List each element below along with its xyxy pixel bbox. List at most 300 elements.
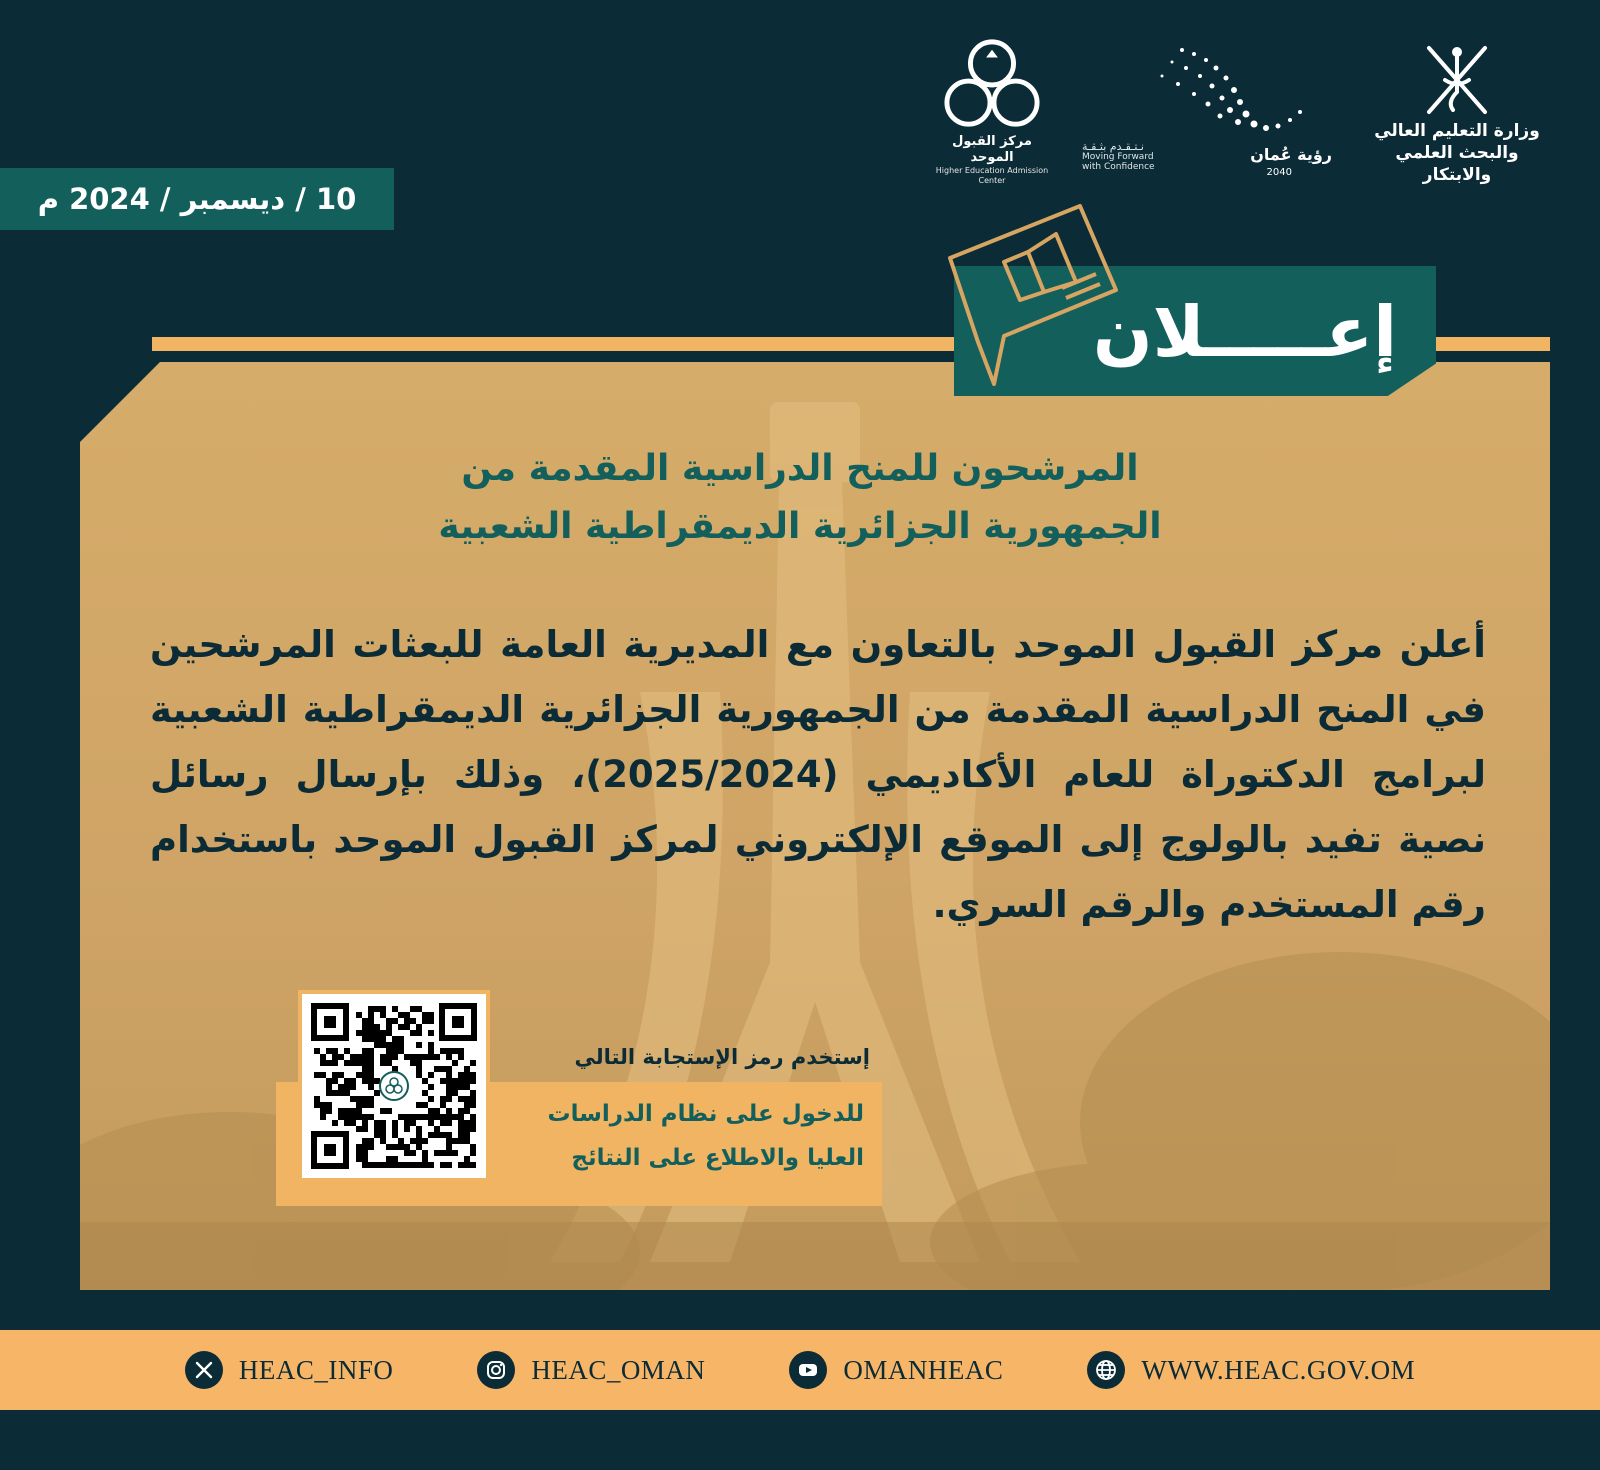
- qr-module: [464, 1156, 470, 1162]
- qr-module: [320, 1108, 326, 1114]
- qr-module: [398, 1162, 404, 1168]
- qr-module: [428, 1162, 434, 1168]
- qr-code[interactable]: [298, 990, 490, 1182]
- qr-module: [374, 1120, 380, 1126]
- qr-module: [326, 1078, 332, 1084]
- qr-module: [368, 1096, 374, 1102]
- qr-module: [440, 1132, 446, 1138]
- qr-module: [416, 1024, 422, 1030]
- qr-module: [362, 1150, 368, 1156]
- qr-module: [464, 1162, 470, 1168]
- qr-module: [422, 1162, 428, 1168]
- qr-module: [416, 1114, 422, 1120]
- qr-module: [386, 1144, 392, 1150]
- qr-module: [410, 1150, 416, 1156]
- qr-module: [356, 1126, 362, 1132]
- qr-module: [470, 1078, 476, 1084]
- qr-module: [368, 1162, 374, 1168]
- qr-module: [392, 1126, 398, 1132]
- qr-module: [332, 1072, 338, 1078]
- qr-module: [380, 1120, 386, 1126]
- qr-module: [470, 1114, 476, 1120]
- qr-module: [470, 1144, 476, 1150]
- qr-module: [428, 1096, 434, 1102]
- qr-module: [470, 1096, 476, 1102]
- qr-module: [332, 1054, 338, 1060]
- qr-module: [344, 1090, 350, 1096]
- qr-module: [392, 1162, 398, 1168]
- ministry-logo: [1362, 36, 1552, 186]
- qr-module: [368, 1084, 374, 1090]
- qr-module: [368, 1024, 374, 1030]
- qr-module: [464, 1078, 470, 1084]
- qr-module: [434, 1066, 440, 1072]
- qr-module: [446, 1132, 452, 1138]
- qr-module: [458, 1054, 464, 1060]
- qr-info-text: [480, 1092, 864, 1180]
- qr-module: [446, 1138, 452, 1144]
- qr-module: [362, 1078, 368, 1084]
- qr-module: [452, 1084, 458, 1090]
- qr-module: [416, 1054, 422, 1060]
- qr-module: [380, 1036, 386, 1042]
- qr-module: [320, 1102, 326, 1108]
- qr-module: [392, 1156, 398, 1162]
- qr-module: [362, 1162, 368, 1168]
- qr-module: [470, 1072, 476, 1078]
- qr-module: [464, 1108, 470, 1114]
- qr-module: [368, 1138, 374, 1144]
- qr-module: [410, 1006, 416, 1012]
- qr-module: [458, 1132, 464, 1138]
- qr-module: [338, 1114, 344, 1120]
- qr-module: [416, 1042, 422, 1048]
- qr-module: [332, 1078, 338, 1084]
- announcement-title: إعـــــلان: [1092, 291, 1398, 373]
- qr-module: [446, 1048, 452, 1054]
- qr-module: [332, 1048, 338, 1054]
- qr-module: [446, 1120, 452, 1126]
- qr-module: [410, 1054, 416, 1060]
- qr-module: [422, 1102, 428, 1108]
- qr-module: [392, 1120, 398, 1126]
- qr-module: [446, 1072, 452, 1078]
- qr-module: [428, 1030, 434, 1036]
- qr-module: [332, 1060, 338, 1066]
- qr-module: [380, 1060, 386, 1066]
- footer-social-bar: [0, 1330, 1600, 1410]
- qr-info-line-2: العليا والاطلاع على النتائج: [571, 1145, 864, 1171]
- qr-module: [392, 1018, 398, 1024]
- qr-module: [356, 1102, 362, 1108]
- qr-module: [458, 1096, 464, 1102]
- qr-module: [386, 1048, 392, 1054]
- qr-module: [362, 1054, 368, 1060]
- qr-module: [434, 1114, 440, 1120]
- social-website[interactable]: [1087, 1351, 1415, 1389]
- qr-module: [362, 1126, 368, 1132]
- qr-module: [380, 1030, 386, 1036]
- qr-module: [362, 1060, 368, 1066]
- qr-module: [362, 1156, 368, 1162]
- heac-name-ar: مركز القبول الموحد: [952, 134, 1032, 165]
- qr-module: [416, 1126, 422, 1132]
- qr-module: [410, 1120, 416, 1126]
- qr-module: [410, 1162, 416, 1168]
- qr-module: [356, 1012, 362, 1018]
- khanjar-emblem-icon: [1417, 40, 1497, 120]
- vision-dots-icon: [1142, 40, 1322, 150]
- qr-module: [368, 1054, 374, 1060]
- qr-module: [452, 1078, 458, 1084]
- qr-module: [422, 1090, 428, 1096]
- qr-module: [446, 1078, 452, 1084]
- qr-module: [434, 1054, 440, 1060]
- qr-module: [374, 1024, 380, 1030]
- qr-module: [398, 1138, 404, 1144]
- qr-module: [416, 1072, 422, 1078]
- qr-module: [326, 1060, 332, 1066]
- qr-module: [356, 1096, 362, 1102]
- qr-module: [356, 1150, 362, 1156]
- qr-module: [416, 1006, 422, 1012]
- qr-module: [446, 1108, 452, 1114]
- qr-module: [362, 1096, 368, 1102]
- headline-line-1: المرشحون للمنح الدراسية المقدمة من: [461, 448, 1139, 489]
- qr-module: [428, 1042, 434, 1048]
- qr-module: [392, 1048, 398, 1054]
- qr-module: [404, 1018, 410, 1024]
- qr-module: [380, 1108, 386, 1114]
- qr-module: [416, 1132, 422, 1138]
- qr-module: [374, 1036, 380, 1042]
- qr-module: [458, 1162, 464, 1168]
- qr-module: [362, 1048, 368, 1054]
- qr-module: [404, 1150, 410, 1156]
- qr-module: [368, 1030, 374, 1036]
- qr-module: [440, 1066, 446, 1072]
- qr-module: [464, 1120, 470, 1126]
- qr-label: إستخدم رمز الإستجابة التالي: [574, 1045, 870, 1069]
- qr-module: [440, 1102, 446, 1108]
- qr-module: [452, 1090, 458, 1096]
- qr-module: [416, 1066, 422, 1072]
- qr-module: [446, 1144, 452, 1150]
- ministry-name-line2: والبحث العلمي والابتكار: [1395, 143, 1519, 185]
- qr-module: [464, 1102, 470, 1108]
- qr-module: [422, 1018, 428, 1024]
- qr-module: [314, 1102, 320, 1108]
- qr-module: [386, 1054, 392, 1060]
- qr-module: [458, 1114, 464, 1120]
- qr-module: [434, 1150, 440, 1156]
- qr-module: [326, 1048, 332, 1054]
- qr-module: [374, 1132, 380, 1138]
- heac-logo: [932, 36, 1052, 186]
- qr-module: [404, 1162, 410, 1168]
- qr-module: [404, 1126, 410, 1132]
- qr-module: [386, 1108, 392, 1114]
- social-youtube[interactable]: [789, 1351, 1003, 1389]
- qr-module: [362, 1120, 368, 1126]
- qr-module: [410, 1138, 416, 1144]
- qr-module: [374, 1078, 380, 1084]
- qr-module: [428, 1054, 434, 1060]
- qr-module: [470, 1120, 476, 1126]
- qr-module: [356, 1108, 362, 1114]
- qr-module: [458, 1084, 464, 1090]
- qr-module: [434, 1132, 440, 1138]
- qr-module: [464, 1096, 470, 1102]
- qr-module: [362, 1066, 368, 1072]
- qr-module: [338, 1084, 344, 1090]
- qr-module: [428, 1120, 434, 1126]
- heac-name-en: Higher Education Admission Center: [935, 166, 1049, 185]
- qr-module: [392, 1132, 398, 1138]
- qr-module: [464, 1066, 470, 1072]
- ministry-name-line1: وزارة التعليم العالي: [1374, 121, 1540, 141]
- oman-vision-logo: [1082, 36, 1332, 186]
- headline-line-2: الجمهورية الجزائرية الديمقراطية الشعبية: [438, 506, 1162, 547]
- globe-icon: [1087, 1351, 1125, 1389]
- qr-module: [368, 1144, 374, 1150]
- qr-module: [452, 1060, 458, 1066]
- qr-module: [470, 1090, 476, 1096]
- qr-module: [470, 1150, 476, 1156]
- qr-module: [368, 1072, 374, 1078]
- instagram-icon: [477, 1351, 515, 1389]
- heac-rings-icon: [940, 36, 1044, 134]
- qr-module: [446, 1090, 452, 1096]
- qr-module: [422, 1114, 428, 1120]
- qr-module: [422, 1078, 428, 1084]
- qr-module: [380, 1006, 386, 1012]
- qr-module: [356, 1072, 362, 1078]
- qr-module: [428, 1048, 434, 1054]
- qr-module: [350, 1078, 356, 1084]
- qr-module: [470, 1060, 476, 1066]
- social-instagram-label: HEAC_OMAN: [531, 1354, 706, 1385]
- qr-module: [416, 1144, 422, 1150]
- qr-module: [446, 1114, 452, 1120]
- qr-module: [368, 1018, 374, 1024]
- vision-slogan: نـتـقـدم بثـقـة Moving Forward with Confidence: [1082, 140, 1155, 172]
- qr-module: [398, 1042, 404, 1048]
- qr-module: [398, 1012, 404, 1018]
- qr-module: [416, 1060, 422, 1066]
- qr-module: [350, 1114, 356, 1120]
- qr-module: [410, 1018, 416, 1024]
- qr-module: [356, 1030, 362, 1036]
- qr-module: [350, 1096, 356, 1102]
- qr-module: [458, 1126, 464, 1132]
- qr-module: [416, 1162, 422, 1168]
- qr-module: [374, 1162, 380, 1168]
- qr-module: [446, 1054, 452, 1060]
- qr-module: [452, 1048, 458, 1054]
- qr-module: [470, 1162, 476, 1168]
- qr-module: [368, 1102, 374, 1108]
- qr-module: [458, 1120, 464, 1126]
- qr-module: [350, 1120, 356, 1126]
- qr-module: [428, 1108, 434, 1114]
- qr-module: [386, 1042, 392, 1048]
- social-x[interactable]: [185, 1351, 394, 1389]
- qr-module: [440, 1150, 446, 1156]
- qr-module: [338, 1054, 344, 1060]
- qr-module: [440, 1120, 446, 1126]
- qr-module: [380, 1042, 386, 1048]
- qr-module: [338, 1108, 344, 1114]
- qr-module: [380, 1054, 386, 1060]
- qr-module: [452, 1150, 458, 1156]
- qr-module: [434, 1108, 440, 1114]
- qr-module: [350, 1084, 356, 1090]
- qr-module: [422, 1054, 428, 1060]
- qr-module: [320, 1114, 326, 1120]
- qr-module: [404, 1024, 410, 1030]
- qr-module: [344, 1114, 350, 1120]
- qr-module: [458, 1048, 464, 1054]
- qr-module: [362, 1030, 368, 1036]
- qr-module: [386, 1030, 392, 1036]
- qr-module: [368, 1006, 374, 1012]
- qr-module: [392, 1042, 398, 1048]
- qr-module: [422, 1156, 428, 1162]
- qr-module: [344, 1060, 350, 1066]
- header-logos: [792, 36, 1552, 186]
- qr-module: [416, 1138, 422, 1144]
- qr-module: [428, 1018, 434, 1024]
- qr-module: [446, 1066, 452, 1072]
- qr-module: [332, 1120, 338, 1126]
- qr-module: [338, 1090, 344, 1096]
- qr-module: [452, 1114, 458, 1120]
- qr-module: [392, 1054, 398, 1060]
- qr-module: [356, 1144, 362, 1150]
- qr-module: [386, 1162, 392, 1168]
- qr-module: [464, 1126, 470, 1132]
- qr-module: [464, 1138, 470, 1144]
- social-website-label: WWW.HEAC.GOV.OM: [1141, 1354, 1416, 1385]
- qr-module: [356, 1060, 362, 1066]
- qr-module: [332, 1090, 338, 1096]
- qr-module: [368, 1060, 374, 1066]
- qr-module: [344, 1084, 350, 1090]
- qr-module: [398, 1144, 404, 1150]
- social-x-label: HEAC_INFO: [238, 1354, 394, 1385]
- x-icon: [185, 1351, 223, 1389]
- qr-module: [440, 1162, 446, 1168]
- qr-module: [350, 1060, 356, 1066]
- qr-module: [380, 1132, 386, 1138]
- qr-module: [428, 1084, 434, 1090]
- qr-module: [404, 1120, 410, 1126]
- qr-module: [458, 1078, 464, 1084]
- qr-module: [458, 1072, 464, 1078]
- qr-module: [368, 1012, 374, 1018]
- qr-module: [398, 1024, 404, 1030]
- qr-module: [410, 1030, 416, 1036]
- qr-module: [326, 1108, 332, 1114]
- headline: [300, 440, 1300, 556]
- qr-module: [440, 1114, 446, 1120]
- qr-module: [446, 1150, 452, 1156]
- qr-module: [464, 1132, 470, 1138]
- qr-module: [356, 1156, 362, 1162]
- vision-title: رؤية عُمان: [1250, 145, 1332, 164]
- qr-module: [344, 1048, 350, 1054]
- qr-module: [398, 1036, 404, 1042]
- qr-module: [464, 1072, 470, 1078]
- qr-module: [398, 1114, 404, 1120]
- qr-module: [380, 1126, 386, 1132]
- qr-module: [350, 1054, 356, 1060]
- qr-module: [374, 1090, 380, 1096]
- qr-module: [440, 1096, 446, 1102]
- qr-module: [386, 1018, 392, 1024]
- qr-module: [404, 1012, 410, 1018]
- qr-module: [470, 1126, 476, 1132]
- qr-module: [368, 1078, 374, 1084]
- qr-module: [404, 1144, 410, 1150]
- qr-module: [380, 1162, 386, 1168]
- qr-module: [368, 1048, 374, 1054]
- qr-module: [362, 1072, 368, 1078]
- qr-module: [386, 1060, 392, 1066]
- qr-module: [320, 1060, 326, 1066]
- qr-module: [362, 1102, 368, 1108]
- qr-module: [362, 1018, 368, 1024]
- qr-module: [374, 1030, 380, 1036]
- social-instagram[interactable]: [477, 1351, 705, 1389]
- qr-module: [404, 1114, 410, 1120]
- qr-module: [422, 1012, 428, 1018]
- qr-module: [422, 1138, 428, 1144]
- qr-module: [350, 1108, 356, 1114]
- qr-module: [326, 1084, 332, 1090]
- qr-module: [446, 1096, 452, 1102]
- qr-module: [362, 1036, 368, 1042]
- qr-module: [362, 1138, 368, 1144]
- youtube-icon: [789, 1351, 827, 1389]
- qr-module: [380, 1138, 386, 1144]
- qr-module: [380, 1012, 386, 1018]
- qr-module: [422, 1150, 428, 1156]
- qr-module: [452, 1138, 458, 1144]
- qr-module: [410, 1060, 416, 1066]
- qr-module: [320, 1054, 326, 1060]
- qr-module: [374, 1006, 380, 1012]
- qr-module: [344, 1120, 350, 1126]
- social-youtube-label: OMANHEAC: [843, 1354, 1004, 1385]
- qr-module: [374, 1042, 380, 1048]
- qr-module: [314, 1072, 320, 1078]
- qr-module: [428, 1072, 434, 1078]
- qr-module: [464, 1084, 470, 1090]
- qr-module: [374, 1126, 380, 1132]
- qr-module: [344, 1108, 350, 1114]
- qr-module: [428, 1012, 434, 1018]
- qr-module: [314, 1096, 320, 1102]
- qr-module: [404, 1054, 410, 1060]
- qr-module: [320, 1072, 326, 1078]
- qr-module: [362, 1144, 368, 1150]
- qr-module: [326, 1102, 332, 1108]
- qr-module: [428, 1114, 434, 1120]
- qr-module: [410, 1114, 416, 1120]
- qr-module: [362, 1114, 368, 1120]
